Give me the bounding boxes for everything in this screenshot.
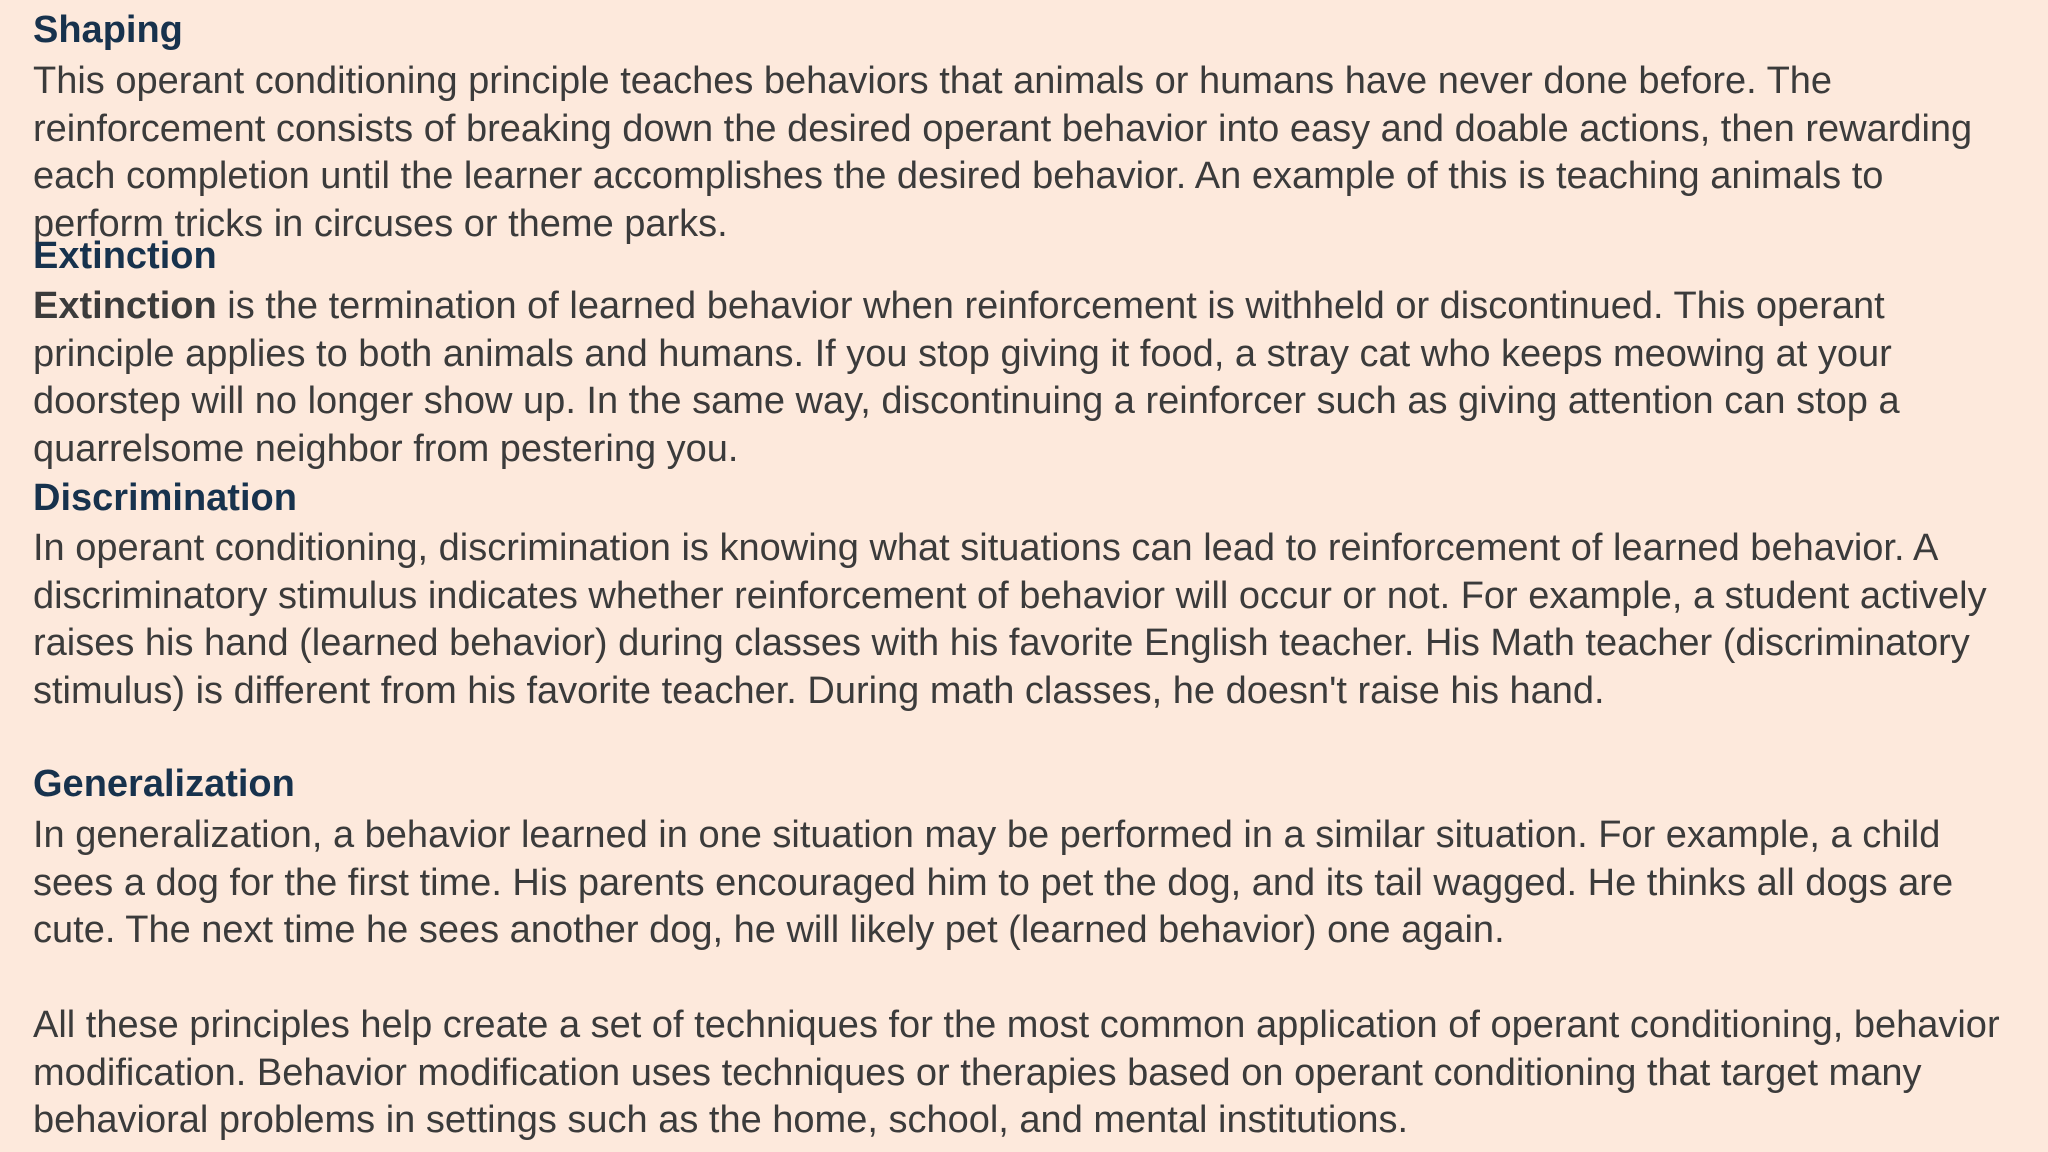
extinction-bold-term: Extinction	[33, 285, 217, 327]
shaping-heading: Shaping	[33, 9, 183, 51]
extinction-paragraph	[33, 283, 2023, 473]
generalization-heading: Generalization	[33, 763, 295, 805]
extinction-heading: Extinction	[33, 235, 217, 277]
shaping-paragraph: This operant conditioning principle teaches behaviors that animals or humans have never done before. The reinforcement consists of breaking down the desired operant behavior into easy and doable actions, then rewarding each completion until the learner accomplishes the desired behavior. An example of this is teaching animals to perform tricks in circuses or theme parks.	[33, 60, 1973, 245]
discrimination-paragraph: In operant conditioning, discrimination is knowing what situations can lead to reinforcement of learned behavior. A discriminatory stimulus indicates whether reinforcement of behavior will occur or not. For example, a student actively raises his hand (learned behavior) during classes with his favorite English teacher. His Math teacher (discriminatory stimulus) is different from his favorite teacher. During math classes, he doesn't raise his hand.	[33, 527, 1987, 712]
generalization-paragraph: In generalization, a behavior learned in one situation may be performed in a similar situation. For example, a child sees a dog for the first time. His parents encouraged him to pet the dog, and its tail wagged. He thinks all dogs are cute. The next time he sees another dog, he will likely pet (learned behavior) one again.	[33, 814, 1954, 951]
extinction-paragraph-text: is the termination of learned behavior when reinforcement is withheld or discontinued. This operant principle applies to both animals and humans. If you stop giving it food, a stray cat who keeps meowing at your doorstep will no longer show up. In the same way, discontinuing a reinforcer such as giving attention can stop a quarrelsome neighbor from pestering you.	[33, 285, 1900, 470]
discrimination-heading: Discrimination	[33, 477, 297, 519]
summary-paragraph: All these principles help create a set of techniques for the most common application of operant conditioning, behavior modification. Behavior modification uses techniques or therapies based on operant conditioning that target many behavioral problems in settings such as the home, school, and mental institutions.	[33, 1004, 2000, 1141]
